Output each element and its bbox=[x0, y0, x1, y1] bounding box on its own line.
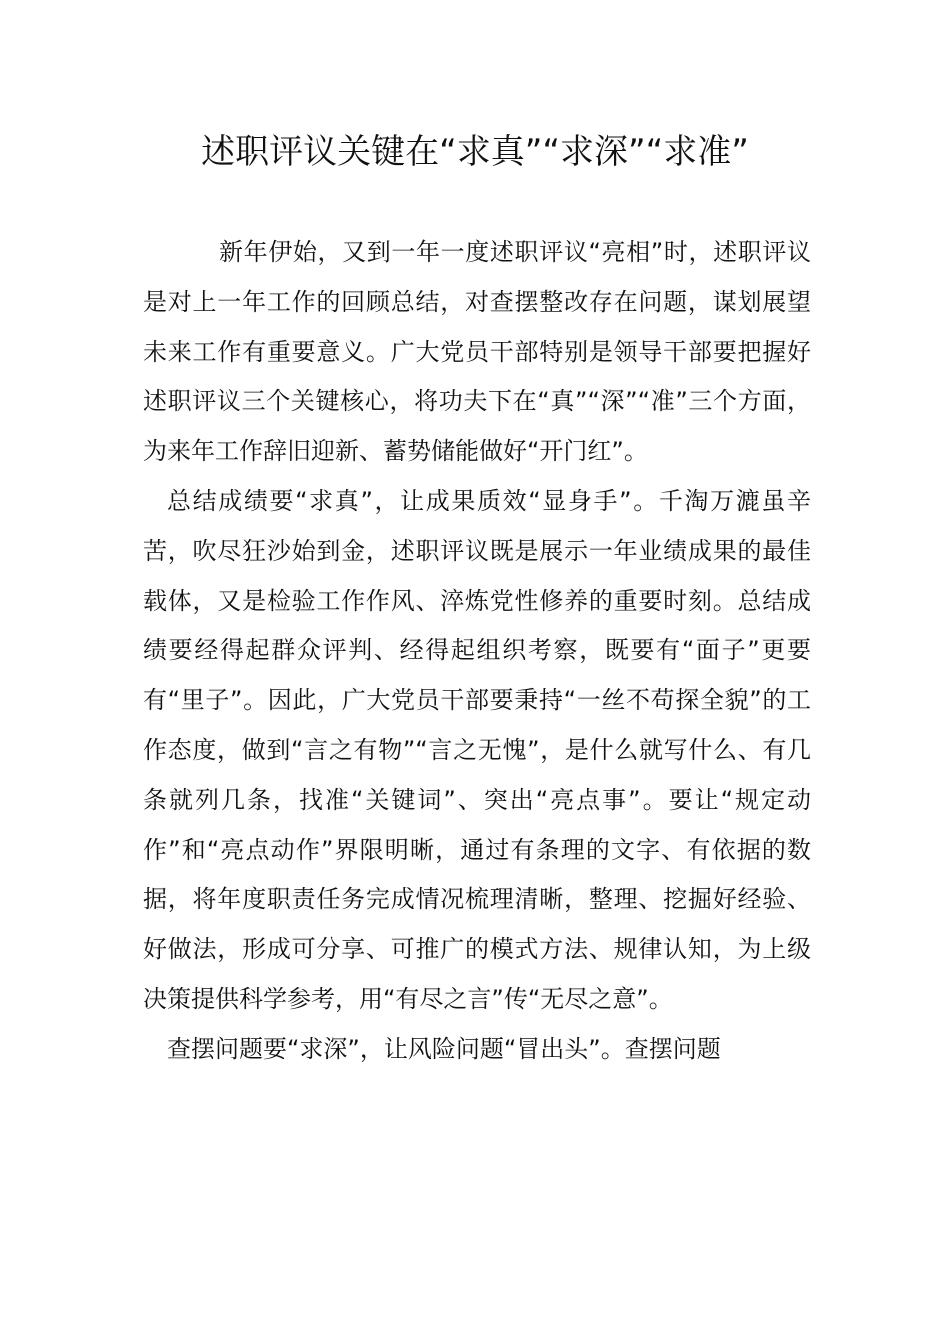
paragraph-intro: 新年伊始，又到一年一度述职评议“亮相”时，述职评议是对上一年工作的回顾总结，对查摆整改存在问题，谋划展望未来工作有重要意义。广大党员干部特别是领导干部要把握好述职评议三个关键核心，将功夫下在“真”“深”“准”三个方面，为来年工作辞旧迎新、蓄势储能做好“开门红”。 bbox=[143, 238, 811, 466]
document-title: 述职评议关键在“求真”“求深”“求准” bbox=[201, 132, 749, 172]
paragraph-seek-truth: 总结成绩要“求真”，让成果质效“显身手”。千淘万漉虽辛苦，吹尽狂沙始到金，述职评议既是展示一年业绩成果的最佳载体，又是检验工作作风、淬炼党性修养的重要时刻。总结成绩要经得起群众评判、经得起组织考察，既要有“面子”更要有“里子”。因此，广大党员干部要秉持“一丝不苟探全貌”的工作态度，做到“言之有物”“言之无愧”，是什么就写什么、有几条就列几条，找准“关键词”、突出“亮点事”。要让“规定动作”和“亮点动作”界限明晰，通过有条理的文字、有依据的数据，将年度职责任务完成情况梳理清晰，整理、挖掘好经验、好做法，形成可分享、可推广的模式方法、规律认知，为上级决策提供科学参考，用“有尽之言”传“无尽之意”。 bbox=[143, 486, 811, 1013]
document-body bbox=[143, 228, 811, 1075]
paragraph-seek-depth: 查摆问题要“求深”，让风险问题“冒出头”。查摆问题 bbox=[167, 1034, 721, 1063]
